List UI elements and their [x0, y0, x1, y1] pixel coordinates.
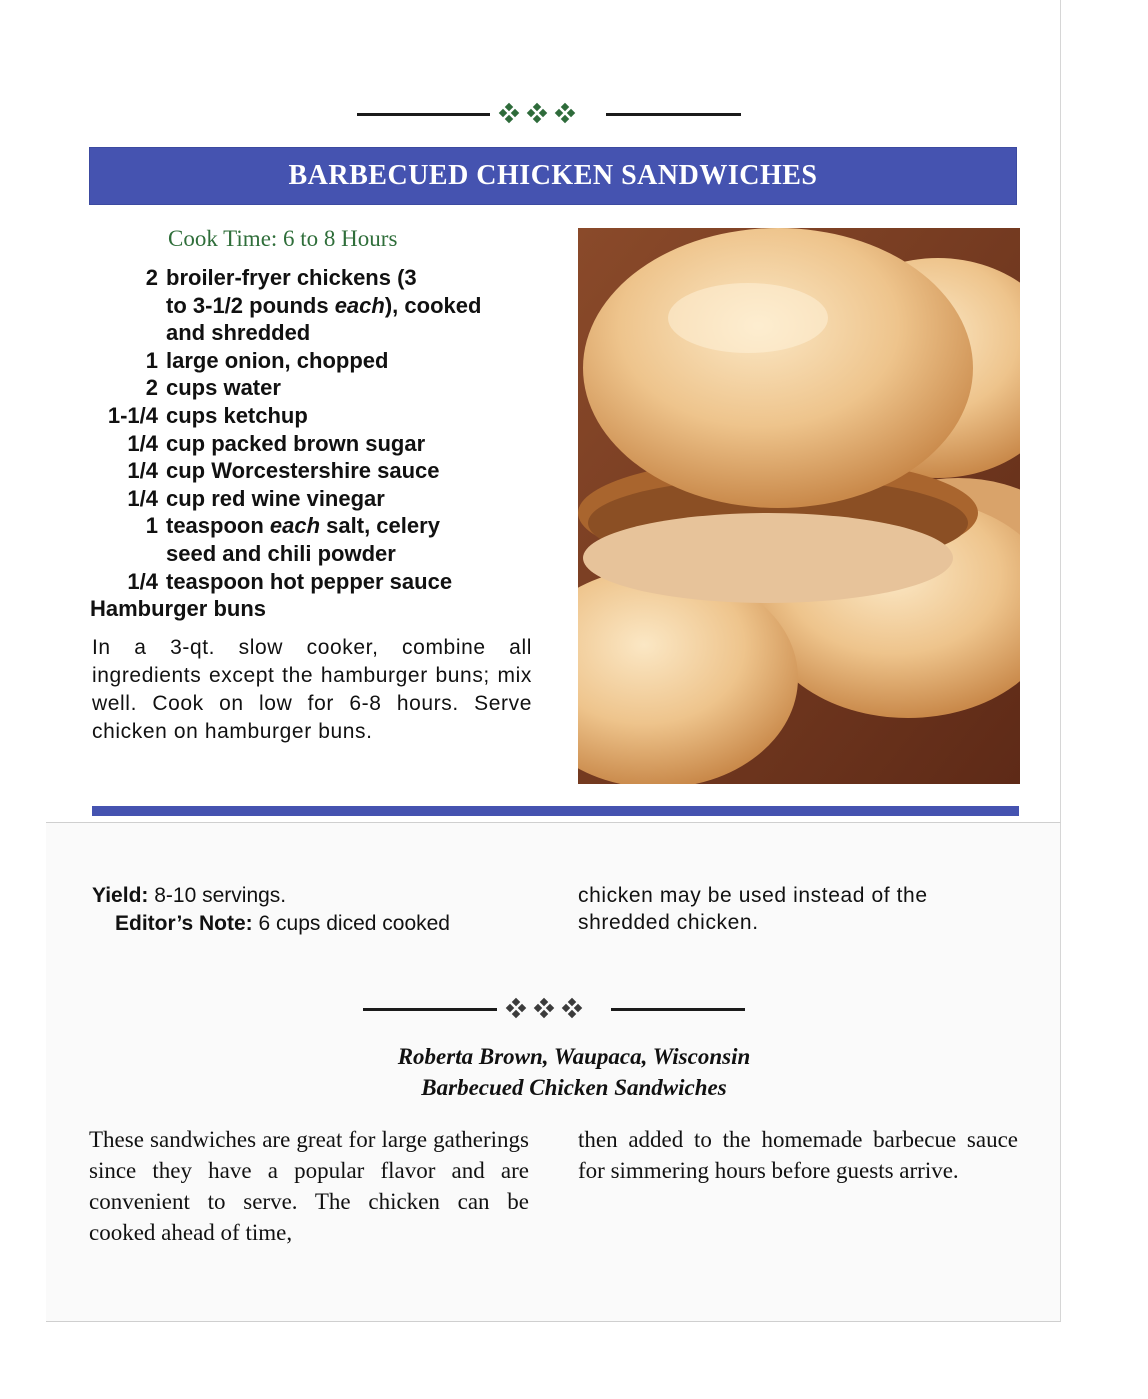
- recipe-title-banner: [89, 147, 1017, 205]
- ingredient-quantity: 1/4: [127, 458, 158, 484]
- diamond-ornament-icon: [507, 999, 525, 1017]
- ingredient-quantity: 1: [145, 347, 158, 373]
- method-text: In a 3-qt. slow cooker, combine all ingredients except the hamburger buns; mix well. Cook on low for 6-8 hours. Serve chicken on hamburger buns.: [92, 636, 532, 743]
- diamond-ornament-icon: [563, 999, 581, 1017]
- ingredient-item: [90, 485, 540, 513]
- diamond-ornament-icon: [535, 999, 553, 1017]
- ingredient-text: cups ketchup: [166, 402, 308, 428]
- ingredient-text: cup packed brown sugar: [166, 430, 426, 456]
- yield-and-note: [92, 882, 532, 938]
- credit-author: Roberta Brown, Waupaca, Wisconsin: [397, 1044, 751, 1069]
- story-left: These sandwiches are great for large gatherings since they have a popular flavor and are convenient to serve. The chicken can be cooked ahead of time,: [89, 1127, 529, 1245]
- ingredient-quantity: 2: [145, 265, 158, 290]
- cook-time: Cook Time: 6 to 8 Hours: [168, 226, 398, 251]
- ingredient-quantity: 1/4: [127, 430, 158, 456]
- ingredient-item: [90, 512, 540, 567]
- ingredient-text: cup Worcestershire sauce: [166, 458, 440, 484]
- bottom-ornament-divider: [363, 999, 745, 1019]
- ingredient-item: [90, 402, 540, 430]
- editor-note-label: Editor’s Note:: [115, 912, 253, 935]
- ingredient-text: teaspoon hot pepper sauce: [166, 568, 453, 594]
- ingredient-text: seed and chili powder: [166, 540, 396, 566]
- ingredient-text: cups water: [166, 375, 281, 401]
- sandwich-photo: [578, 228, 1020, 784]
- editor-note-value: 6 cups diced cooked: [258, 912, 450, 935]
- ingredient-list: [90, 264, 540, 623]
- ingredient-text: to 3-1/2 pounds each), cooked: [166, 292, 482, 318]
- ingredient-item: [90, 347, 540, 375]
- ingredient-item: [90, 430, 540, 458]
- ingredient-quantity: 1: [145, 513, 158, 539]
- ingredient-quantity: 1/4: [127, 485, 158, 511]
- ingredient-text: and shredded: [166, 320, 311, 346]
- top-ornament-divider: [357, 104, 741, 124]
- credit-recipe: Barbecued Chicken Sandwiches: [421, 1075, 727, 1100]
- yield-value: 8-10 servings.: [154, 884, 287, 907]
- ingredient-text: large onion, chopped: [166, 347, 389, 373]
- diamond-ornament-icon: [500, 104, 518, 122]
- ingredient-text: cup red wine vinegar: [166, 485, 385, 511]
- story-right: then added to the homemade barbecue sauce for simmering hours before guests arrive.: [578, 1127, 1018, 1183]
- ingredient-quantity: 1/4: [127, 568, 158, 594]
- ingredient-item: [90, 595, 540, 623]
- ingredient-text: Hamburger buns: [90, 596, 267, 622]
- ingredient-quantity: 2: [145, 375, 158, 401]
- editor-note-continued: chicken may be used instead of the shredded chicken.: [578, 884, 928, 934]
- diamond-ornament-icon: [528, 104, 546, 122]
- ingredient-item: [90, 457, 540, 485]
- recipe-title: BARBECUED CHICKEN SANDWICHES: [288, 160, 818, 191]
- ingredient-quantity: 1-1/4: [107, 402, 158, 428]
- ingredient-item: [90, 568, 540, 596]
- ingredient-text: teaspoon each salt, celery: [166, 513, 440, 539]
- section-rule: [92, 806, 1019, 816]
- ingredient-item: [90, 374, 540, 402]
- contributor-credit: [0, 1041, 1148, 1103]
- yield-label: Yield:: [92, 884, 149, 907]
- diamond-ornament-icon: [556, 104, 574, 122]
- ingredient-text: broiler-fryer chickens (3: [166, 265, 417, 290]
- ingredient-item: [90, 264, 540, 347]
